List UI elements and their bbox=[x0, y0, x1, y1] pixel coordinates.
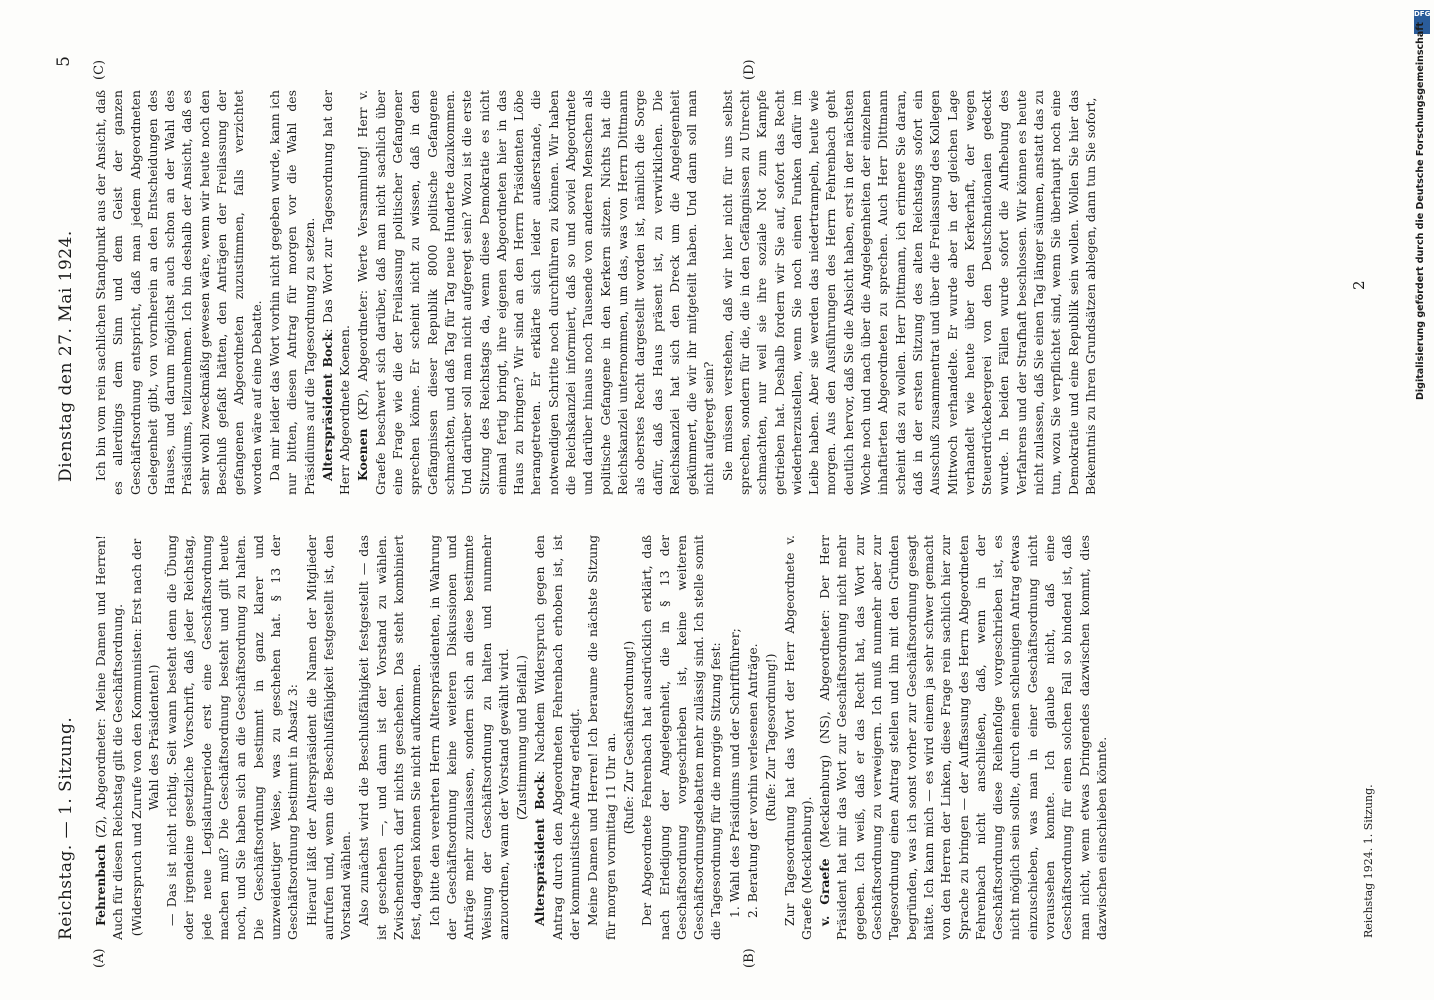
text-column-left bbox=[92, 535, 1362, 940]
paragraph-text: Zur Tagesordnung hat das Wort der Herr Abgeordnete v. Graefe (Mecklenburg). bbox=[781, 535, 814, 940]
paragraph-text: — Das ist nicht richtig. Seit wann besteht denn die Übung oder irgendeine gesetzliche Vorschrift, daß jeder Reichstag, jede neue Legislaturperiode erst eine Geschäftsordnung machen muß? Die Geschäftsordnung besteht und gilt heute noch, und Sie haben sich an die Geschäftsordnung zu halten. Die Geschäftsordnung bestimmt in ganz klarer und unzweideutiger Weise, was zu geschehen hat. § 13 der Geschäftsordnung bestimmt in Absatz 3: bbox=[164, 535, 301, 940]
paragraph-text: Da mir leider das Wort vorhin nicht gegeben wurde, kann ich nur bitten, diesen Antrag für morgen vor die Wahl des Präsidiums auf die Tagesordnung zu setzen. bbox=[266, 90, 317, 495]
paragraph bbox=[426, 535, 512, 940]
text-column-right bbox=[92, 90, 1362, 495]
speaker-name: Fehrenbach bbox=[93, 844, 108, 926]
paragraph bbox=[319, 90, 354, 495]
dfg-credit-strip bbox=[1413, 10, 1431, 400]
paragraph bbox=[531, 535, 583, 940]
paragraph bbox=[726, 535, 743, 940]
paragraph-text: (Rufe: Zur Geschäftsordnung!) bbox=[620, 640, 636, 835]
paragraph-text: (KP), Abgeordneter: Werte Versammlung! Herr v. Graefe beschwert sich darüber, daß man nicht sachlich über eine Frage wie die der Freilassung politischer Gefangener sprechen könne. Er scheint nicht zu wissen, daß in den Gefängnissen dieser Republik 8000 politische Gefangene schmachten, und daß Tag für Tag neue Hunderte dazukommen. Und darüber soll man nicht aufgeregt sein? Wozu ist die erste Sitzung des Reichstags da, wenn diese Demokratie es nicht einmal fertig bringt, ihre eigenen Abgeordneten hier in das Haus zu bringen? Wir sind an den Herrn Präsidenten Löbe herangetreten. Er erklärte sich leider außerstande, die notwendigen Schritte noch durchführen zu können. Wir haben die Reichskanzlei informiert, daß so und soviel Abgeordnete und darüber hinaus noch Tausende von anderen Menschen als politische Gefangene in den Kerkern sitzen. Nichts hat die Reichskanzlei unternommen, um das, was von Herrn Dittmann als oberstes Recht dargestellt worden ist, nämlich die Sorge dafür, daß das Haus präsent ist, zu verwirklichen. Die Reichskanzlei hat sich den Dreck um die Angelegenheit gekümmert, die wir ihr mitgeteilt haben. Und dann soll man nicht aufgeregt sein? bbox=[355, 90, 717, 495]
paragraph bbox=[638, 535, 724, 940]
paragraph-text: Hierauf läßt der Alterspräsident die Namen der Mitglieder aufrufen und, wenn die Beschlußfähigkeit festgestellt ist, den Vorstand wählen. bbox=[303, 535, 354, 940]
paragraph bbox=[816, 535, 1110, 940]
running-header bbox=[52, 50, 82, 950]
paragraph bbox=[354, 90, 717, 495]
paragraph-text: (Zustimmung und Beifall.) bbox=[514, 655, 530, 820]
paragraph bbox=[355, 535, 424, 940]
rotated-document-page bbox=[52, 50, 1382, 968]
header-session: Reichstag. — 1. Sitzung. bbox=[56, 716, 76, 940]
speaker-name: Alterspräsident Bock bbox=[319, 332, 335, 481]
paragraph bbox=[584, 535, 619, 940]
paragraph bbox=[303, 535, 355, 940]
paragraph bbox=[513, 535, 530, 940]
paragraph-text: Ich bin vom rein sachlichen Standpunkt aus der Ansicht, daß es allerdings dem Sinn und dem Geist der ganzen Geschäftsordnung entspricht, daß man jedem Abgeordneten Gelegenheit gibt, von vornherein an den Entscheidungen des Hauses, und darum möglichst auch schon an der Wahl des Präsidiums, teilzunehmen. Ich bin deshalb der Ansicht, daß es sehr wohl zweckmäßig gewesen wäre, wenn wir heute noch den Beschluß gefaßt hätten, den Anträgen der Freilassung der gefangenen Abgeordneten zuzustimmen, falls verzichtet worden wäre auf eine Debatte. bbox=[93, 90, 264, 495]
paragraph bbox=[719, 90, 1100, 495]
paragraph bbox=[266, 90, 318, 495]
paragraph-text: (Z), Abgeordneter: Meine Damen und Herren! Auch für diesen Reichstag gilt die Geschäftsordnung. bbox=[93, 535, 126, 940]
paragraph-text: 2. Beratung der vorhin verlesenen Anträge. bbox=[744, 643, 760, 918]
paragraph-text: Ich bitte den verehrten Herrn Alterspräsidenten, in Wahrung der Geschäftsordnung keine weiteren Diskussionen und Anträge mehr zuzulassen, sondern sich an diese bestimmte Weisung der Geschäftsordnung zu halten und nunmehr anzuordnen, wann der Vorstand gewählt wird. bbox=[426, 535, 511, 940]
paragraph-text: : Nachdem Widerspruch gegen den Antrag durch den Abgeordneten Fehrenbach erhoben ist, ist der kommunistische Antrag erledigt. bbox=[532, 535, 583, 940]
footer-session-note: Reichstag 1924. 1. Sitzung. bbox=[1362, 784, 1375, 938]
dfg-credit-text: Digitalisierung gefördert durch die Deutsche Forschungsgemeinschaft bbox=[1415, 22, 1426, 400]
paragraph bbox=[128, 535, 163, 940]
paragraph-text: (Rufe: Zur Tagesordnung!) bbox=[763, 653, 779, 822]
paragraph bbox=[781, 535, 816, 940]
paragraph-text: (Mecklenburg) (NS), Abgeordneter: Der Herr Präsident hat mir das Wort zur Geschäftsordnung nicht mehr gegeben. Ich weiß, daß er das Recht hat, das Wort zur Geschäftsordnung zu verweigern. Ich muß nunmehr aber zur Tagesordnung einen Antrag stellen und ihn mit den Gründen begründen, was ich sonst vorher zur Geschäftsordnung gesagt hätte. Ich kann mich — es wird einem ja sehr schwer gemacht von den Herren der Linken, diese Frage rein sachlich hier zur Sprache zu bringen — der Auffassung des Herrn Abgeordneten Fehrenbach nicht anschließen, daß, wenn in der Geschäftsordnung diese Reihenfolge vorgeschrieben ist, es nicht möglich sein sollte, durch einen schleunigen Antrag etwas einzuschieben, was man in einer Geschäftsordnung nicht voraussehen konnte. Ich glaube nicht, daß eine Geschäftsordnung für einen solchen Fall so bindend ist, daß man nicht, wenn etwas Dringendes dazwischen kommt, dies dazwischen einschieben könnte. bbox=[817, 535, 1109, 940]
signature-mark: 2 bbox=[1350, 280, 1368, 290]
margin-marker-d: (D) bbox=[742, 59, 757, 80]
paragraph bbox=[163, 535, 301, 940]
speaker-name: Koenen bbox=[355, 428, 371, 481]
paragraph bbox=[620, 535, 637, 940]
paragraph-text: Sie müssen verstehen, daß wir hier nicht für uns selbst sprechen, sondern für die, die in den Gefängnissen zu Unrecht schmachten, nur weil sie ihre soziale Not zum Kampfe getrieben hat. Deshalb fordern wir Sie auf, sofort das Recht wiederherzustellen, wenn Sie noch einen Funken dafür im Leibe haben. Aber sie werden das niedertrampeln, heute wie morgen. Aus den Ausführungen des Herrn Fehrenbach geht deutlich hervor, daß Sie die Absicht haben, erst in der nächsten Woche noch und nach über die Angelegenheiten der einzelnen inhaftierten Abgeordneten zu sprechen. Auch Herr Dittmann scheint das zu wollen. Herr Dittmann, ich erinnere Sie daran, daß in der ersten Sitzung des alten Reichstags sofort ein Ausschuß zusammentrat und über die Freilassung des Kollegen Mittwoch verhandelte. Er wurde aber in der gleichen Lage verhandelt wie heute über den Kerkerhaft, der wegen Steuerdrückebergerei von den Deutschnationalen gedeckt wurde. In beiden Fällen wurde sofort die Aufhebung des Verfahrens und der Strafhaft beschlossen. Wir können es heute nicht zulassen, daß Sie einen Tag länger säumen, anstatt das zu tun, wozu Sie verpflichtet sind, wenn Sie überhaupt noch eine Demokratie und eine Republik sein wollen. Wollen Sie hier das Bekenntnis zu Ihren Grundsätzen ablegen, dann tun Sie sofort, bbox=[719, 90, 1098, 495]
paragraph-text: 1. Wahl des Präsidiums und der Schriftführer; bbox=[726, 628, 742, 918]
paragraph-text: Also zunächst wird die Beschlußfähigkeit festgestellt — das ist geschehen —, und dann ist der Vorstand zu wählen. Zwischendurch darf nichts geschehen. Das steht kombiniert fest, dagegen können Sie nicht aufkommen. bbox=[356, 535, 424, 940]
paragraph bbox=[762, 535, 779, 940]
paragraph bbox=[92, 535, 127, 940]
speaker-name: v. Graefe bbox=[817, 858, 833, 926]
page-number: 5 bbox=[54, 56, 74, 67]
margin-marker-b: (B) bbox=[742, 948, 757, 968]
paragraph-text: Der Abgeordnete Fehrenbach hat ausdrücklich erklärt, daß nach Erledigung der Angelegenheit, die in § 13 der Geschäftsordnung vorgeschrieben ist, keine weiteren Geschäftsordnungsdebatten mehr zulässig sind. Ich stelle somit die Tagesordnung für die morgige Sitzung fest: bbox=[639, 535, 724, 940]
margin-marker-a: (A) bbox=[92, 948, 107, 968]
header-date: Dienstag den 27. Mai 1924. bbox=[56, 230, 76, 482]
paragraph bbox=[92, 90, 265, 495]
paragraph-text: Meine Damen und Herren! Ich beraume die nächste Sitzung für morgen vormittag 11 Uhr an. bbox=[585, 535, 618, 940]
margin-marker-c: (C) bbox=[92, 59, 107, 80]
paragraph-text: (Widerspruch und Zurufe von den Kommunisten: Erst nach der Wahl des Präsidenten!) bbox=[128, 538, 161, 937]
dfg-logo: DFG bbox=[1414, 10, 1430, 34]
paragraph bbox=[744, 535, 761, 940]
speaker-name: Alterspräsident Bock bbox=[532, 774, 548, 926]
paragraph-text: : Das Wort zur Tagesordnung hat der Herr Abgeordnete Koenen. bbox=[319, 90, 353, 495]
